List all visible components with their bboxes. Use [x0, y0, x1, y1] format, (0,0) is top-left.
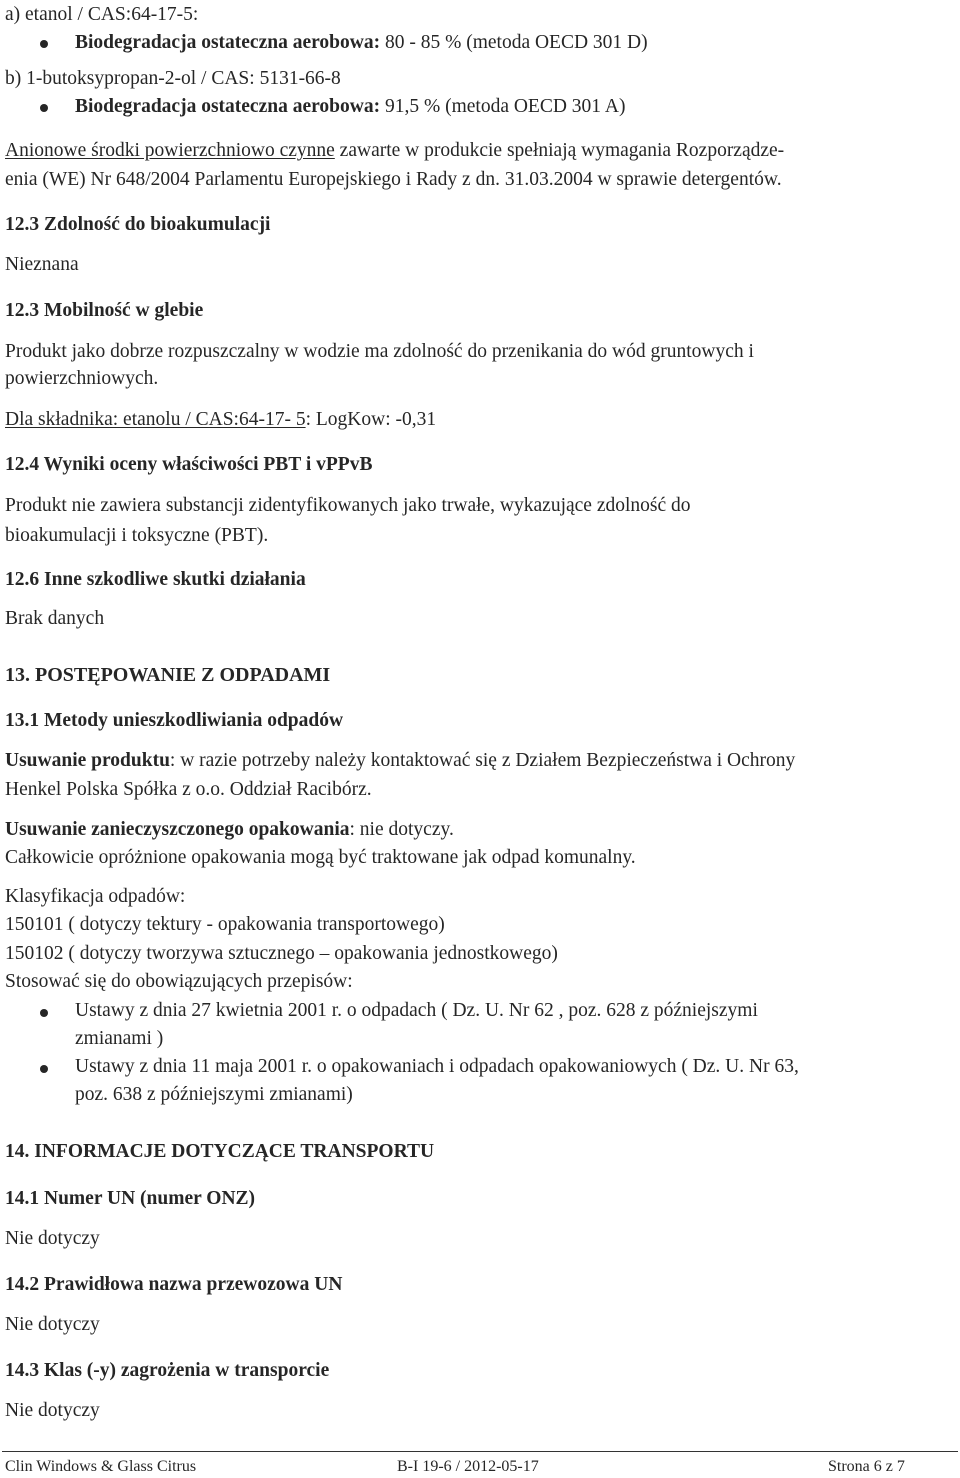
waste-code-150101: 150101 ( dotyczy tektury - opakowania transportowego) [5, 914, 445, 935]
section-14-heading: 14. INFORMACJE DOTYCZĄCE TRANSPORTU [5, 1141, 435, 1162]
surfactants-text: zawarte w produkcie spełniają wymagania Rozporządze- [334, 140, 785, 161]
section-14-2-heading: 14.2 Prawidłowa nazwa przewozowa UN [5, 1274, 343, 1295]
product-disposal-line2: Henkel Polska Spółka z o.o. Oddział Racibórz. [5, 779, 372, 800]
biodegradation-label: Biodegradacja ostateczna aerobowa: [75, 32, 381, 53]
surfactants-link: Anionowe środki powierzchniowo czynne [5, 140, 335, 161]
footer-product-name: Clin Windows & Glass Citrus [5, 1458, 197, 1475]
product-disposal-text: : w razie potrzeby należy kontaktować się z Działem Bezpieczeństwa i Ochrony [169, 750, 796, 771]
logkow-line [5, 410, 436, 430]
bullet-icon [40, 1065, 48, 1073]
packaging-disposal-label: Usuwanie zanieczyszczonego opakowania [5, 819, 350, 840]
surfactants-paragraph-line2: enia (WE) Nr 648/2004 Parlamentu Europejskiego i Rady z dn. 31.03.2004 w sprawie detergentów. [5, 169, 782, 190]
regulation-1-line1: Ustawy z dnia 27 kwietnia 2001 r. o odpadach ( Dz. U. Nr 62 , poz. 628 z późniejszymi [75, 1000, 758, 1021]
biodegradation-value: 80 - 85 % (metoda OECD 301 D) [380, 32, 648, 53]
packaging-disposal-text: : nie dotyczy. [349, 819, 454, 840]
section-13-1-heading: 13.1 Metody unieszkodliwiania odpadów [5, 710, 344, 731]
un-number-value: Nie dotyczy [5, 1228, 100, 1249]
hazard-class-value: Nie dotyczy [5, 1400, 100, 1421]
logkow-value: : LogKow: -0,31 [305, 409, 437, 430]
bioaccumulation-value: Nieznana [5, 254, 79, 275]
bullet-icon [40, 40, 48, 48]
footer-divider [2, 1451, 958, 1452]
section-12-4-heading: 12.4 Wyniki oceny właściwości PBT i vPPvB [5, 454, 373, 475]
pbt-text-line2: bioakumulacji i toksyczne (PBT). [5, 525, 269, 546]
regulation-2-line2: poz. 638 z późniejszymi zmianami) [75, 1084, 353, 1105]
regulations-label: Stosować się do obowiązujących przepisów: [5, 971, 353, 992]
mobility-text-line2: powierzchniowych. [5, 368, 159, 389]
surfactants-paragraph-line1 [5, 141, 784, 161]
substance-etanol: a) etanol / CAS:64-17-5: [5, 4, 199, 25]
section-14-3-heading: 14.3 Klas (-y) zagrożenia w transporcie [5, 1360, 330, 1381]
component-link: Dla składnika: etanolu / CAS:64-17- 5 [5, 409, 306, 430]
biodegradation-value: 91,5 % (metoda OECD 301 A) [380, 96, 626, 117]
regulation-2-line1: Ustawy z dnia 11 maja 2001 r. o opakowaniach i odpadach opakowaniowych ( Dz. U. Nr 63, [75, 1056, 799, 1077]
section-12-3-mobility-heading: 12.3 Mobilność w glebie [5, 300, 204, 321]
waste-classification-label: Klasyfikacja odpadów: [5, 886, 186, 907]
packaging-disposal-line1 [5, 820, 454, 840]
other-effects-value: Brak danych [5, 608, 105, 629]
biodegradation-label: Biodegradacja ostateczna aerobowa: [75, 96, 381, 117]
footer-document-id: B-I 19-6 / 2012-05-17 [397, 1458, 539, 1475]
packaging-disposal-line2: Całkowicie opróżnione opakowania mogą być traktowane jak odpad komunalny. [5, 847, 636, 868]
mobility-text-line1: Produkt jako dobrze rozpuszczalny w wodzie ma zdolność do przenikania do wód gruntowych i [5, 341, 754, 362]
biodegradation-butoksypropanol [75, 97, 625, 117]
section-12-6-heading: 12.6 Inne szkodliwe skutki działania [5, 569, 306, 590]
product-disposal-line1 [5, 751, 795, 771]
bullet-icon [40, 104, 48, 112]
product-disposal-label: Usuwanie produktu [5, 750, 170, 771]
substance-butoksypropanol: b) 1-butoksypropan-2-ol / CAS: 5131-66-8 [5, 68, 341, 89]
waste-code-150102: 150102 ( dotyczy tworzywa sztucznego – opakowania jednostkowego) [5, 943, 558, 964]
section-14-1-heading: 14.1 Numer UN (numer ONZ) [5, 1188, 256, 1209]
pbt-text-line1: Produkt nie zawiera substancji zidentyfikowanych jako trwałe, wykazujące zdolność do [5, 495, 691, 516]
section-12-3-heading: 12.3 Zdolność do bioakumulacji [5, 214, 271, 235]
section-13-heading: 13. POSTĘPOWANIE Z ODPADAMI [5, 664, 331, 686]
bullet-icon [40, 1009, 48, 1017]
regulation-1-line2: zmianami ) [75, 1028, 164, 1049]
footer-page-number: Strona 6 z 7 [828, 1458, 905, 1475]
shipping-name-value: Nie dotyczy [5, 1314, 100, 1335]
biodegradation-etanol [75, 33, 648, 53]
